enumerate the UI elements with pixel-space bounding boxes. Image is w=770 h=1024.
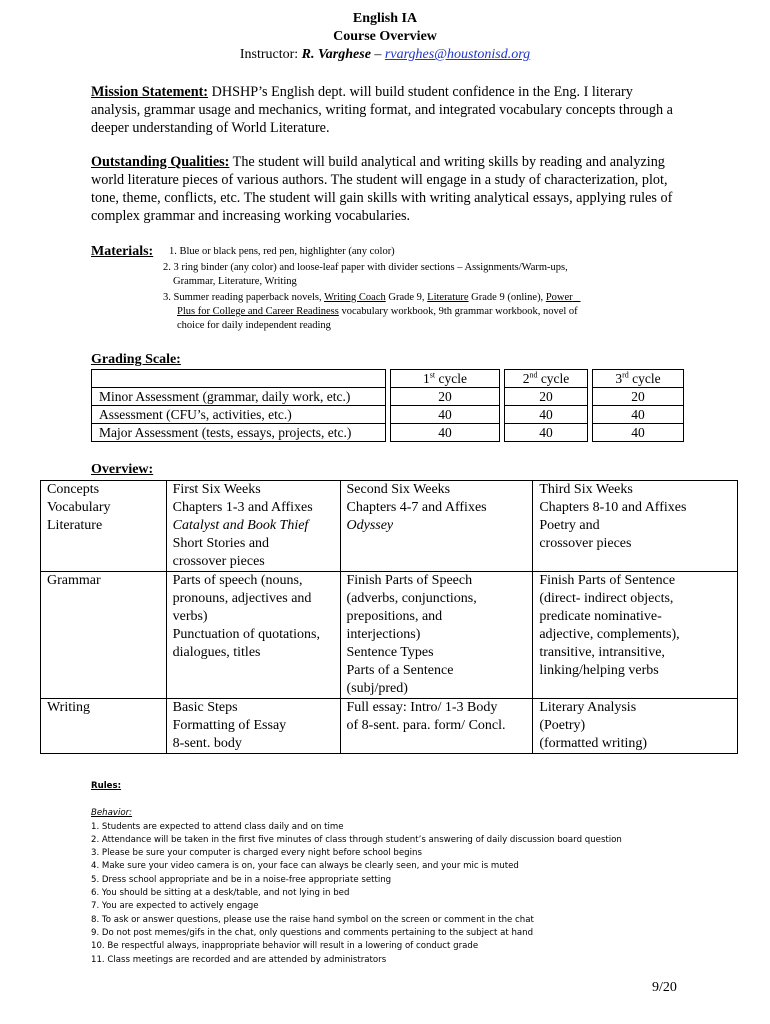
grading-cell: 40 <box>593 424 684 442</box>
grading-cell: 40 <box>505 406 588 424</box>
vocabulary-label: Vocabulary <box>47 500 111 515</box>
rule-item: 4. Make sure your video camera is on, your face can always be clearly seen, and your mic is muted <box>91 861 519 872</box>
grading-row-name: Major Assessment (tests, essays, projects, etc.) <box>92 424 386 442</box>
mission-label: Mission Statement: <box>91 84 209 100</box>
instructor-email-link[interactable]: rvarghes@houstonisd.org <box>384 47 531 62</box>
materials-item-3-cont <box>177 305 578 319</box>
grading-cell: 20 <box>505 388 588 406</box>
grading-scale-label: Grading Scale: <box>91 352 181 367</box>
concepts-header: Concepts Vocabulary Literature <box>41 481 167 572</box>
mission-text: DHSHP’s English dept. will build student confidence in the Eng. I literary analysis, grammar usage and mechanics, writing format, and integrated vocabulary concepts through a deeper understanding of World Literature. <box>91 84 673 136</box>
materials-item-1: 1. Blue or black pens, red pen, highlighter (any color) <box>169 246 395 257</box>
power-title: Power <box>545 292 573 303</box>
instructor-line <box>0 46 770 64</box>
grammar-first: Parts of speech (nouns, pronouns, adjectives and verbs) Punctuation of quotations, dialogues, titles <box>166 572 340 699</box>
mission-statement <box>91 83 681 137</box>
instructor-label: Instructor: <box>239 47 299 62</box>
qualities-text: The student will build analytical and writing skills by reading and analyzing world literature pieces of various authors. The student will engage in a study of characterization, plot, tone, theme, conflicts, etc. The student will gain skills with writing analytical essays, applying rules of complex grammar and increasing working vocabularies. <box>91 154 673 224</box>
writing-second: Full essay: Intro/ 1-3 Body of 8-sent. para. form/ Concl. <box>340 699 533 754</box>
writing-third: Literary Analysis (Poetry) (formatted writing) <box>533 699 738 754</box>
materials-item-3-b: vocabulary workbook, 9th grammar workbook, novel of <box>341 306 578 317</box>
vocab-first: Chapters 1-3 and Affixes <box>172 500 313 515</box>
rule-item: 3. Please be sure your computer is charged every night before school begins <box>91 848 422 859</box>
instructor-name: R. Varghese <box>301 47 371 62</box>
power-plus-title: Plus for College and Career Readiness <box>177 306 339 317</box>
grading-row-name: Assessment (CFU’s, activities, etc.) <box>92 406 386 424</box>
rules-title: Rules: <box>91 781 122 791</box>
grading-cell: 20 <box>391 388 500 406</box>
grading-row-name: Minor Assessment (grammar, daily work, etc.) <box>92 388 386 406</box>
header <box>0 10 770 64</box>
third-six-weeks-col <box>533 481 738 572</box>
materials-item-2: 2. 3 ring binder (any color) and loose-leaf paper with divider sections – Assignments/Warm-ups, <box>163 262 568 273</box>
overview-table <box>40 480 738 754</box>
rule-item: 8. To ask or answer questions, please use the raise hand symbol on the screen or comment in the chat <box>91 914 534 925</box>
grading-header-row <box>92 370 684 388</box>
third-six-weeks-header: Third Six Weeks <box>539 482 633 497</box>
rule-item: 11. Class meetings are recorded and are attended by administrators <box>91 954 387 965</box>
document-title: English IA <box>352 11 418 26</box>
lit-third-1: Poetry and <box>539 518 600 533</box>
rule-item: 2. Attendance will be taken in the first five minutes of class through student’s answering of daily discussion board question <box>91 834 622 845</box>
lit-third-2: crossover pieces <box>539 536 632 551</box>
grading-cell: 40 <box>593 406 684 424</box>
grammar-third: Finish Parts of Sentence (direct- indirect objects, predicate nominative- adjective, complements), transitive, intransitive, linking/helping verbs <box>533 572 738 699</box>
vocab-third: Chapters 8-10 and Affixes <box>539 500 687 515</box>
materials-item-3-text: 3. Summer reading paperback novels, <box>163 292 322 303</box>
grading-scale-table <box>91 369 684 442</box>
document-subtitle: Course Overview <box>333 29 437 44</box>
grade9-text-a: Grade 9, <box>388 292 425 303</box>
cycle-3-header: 3rd cycle <box>593 370 684 388</box>
cycle-1-header: 1st cycle <box>391 370 500 388</box>
grading-row <box>92 388 684 406</box>
writing-coach-title: Writing Coach <box>324 292 386 303</box>
lit-first-3: crossover pieces <box>172 554 265 569</box>
rule-item: 5. Dress school appropriate and be in a noise-free appropriate setting <box>91 874 392 885</box>
cycle-2-header: 2nd cycle <box>505 370 588 388</box>
literature-label: Literature <box>47 518 103 533</box>
page-number: 9/20 <box>652 980 677 995</box>
rule-item: 1. Students are expected to attend class daily and on time <box>91 821 344 832</box>
writing-label: Writing <box>41 699 167 754</box>
materials-label: Materials: <box>91 244 154 259</box>
materials-item-2-cont: Grammar, Literature, Writing <box>173 276 297 287</box>
grammar-label: Grammar <box>41 572 167 699</box>
lit-first-1: Catalyst and Book Thief <box>172 518 309 533</box>
grammar-row <box>41 572 738 699</box>
instructor-dash: – <box>374 47 382 62</box>
grading-cell: 20 <box>593 388 684 406</box>
lit-second-1: Odyssey <box>346 518 394 533</box>
rule-item: 10. Be respectful always, inappropriate behavior will result in a lowering of conduct grade <box>91 941 479 952</box>
materials-item-3-cont2: choice for daily independent reading <box>177 320 331 331</box>
second-six-weeks-col <box>340 481 533 572</box>
grading-row <box>92 424 684 442</box>
writing-first: Basic Steps Formatting of Essay 8-sent. body <box>166 699 340 754</box>
lit-first-2: Short Stories and <box>172 536 270 551</box>
overview-header-row <box>41 481 738 572</box>
overview-label: Overview: <box>91 462 154 477</box>
grammar-second: Finish Parts of Speech (adverbs, conjunctions, prepositions, and interjections) Sentence Types Parts of a Sentence (subj/pred) <box>340 572 533 699</box>
first-six-weeks-header: First Six Weeks <box>172 482 261 497</box>
first-six-weeks-col <box>166 481 340 572</box>
writing-row <box>41 699 738 754</box>
materials-item-3 <box>163 291 581 305</box>
grading-header-empty <box>92 370 386 388</box>
qualities-label: Outstanding Qualities: <box>91 154 230 170</box>
grading-cell: 40 <box>505 424 588 442</box>
literature-title: Literature <box>427 292 469 303</box>
rules-section <box>91 780 731 967</box>
rule-item: 6. You should be sitting at a desk/table, and not lying in bed <box>91 888 350 899</box>
rule-item: 7. You are expected to actively engage <box>91 901 259 912</box>
rule-item: 9. Do not post memes/gifs in the chat, only questions and comments pertaining to the subject at hand <box>91 927 534 938</box>
grading-row <box>92 406 684 424</box>
outstanding-qualities <box>91 153 681 225</box>
grading-cell: 40 <box>391 406 500 424</box>
vocab-second: Chapters 4-7 and Affixes <box>346 500 487 515</box>
second-six-weeks-header: Second Six Weeks <box>346 482 451 497</box>
behavior-label: Behavior: <box>91 808 133 819</box>
grade9-text-b: Grade 9 (online), <box>471 292 544 303</box>
grading-cell: 40 <box>391 424 500 442</box>
